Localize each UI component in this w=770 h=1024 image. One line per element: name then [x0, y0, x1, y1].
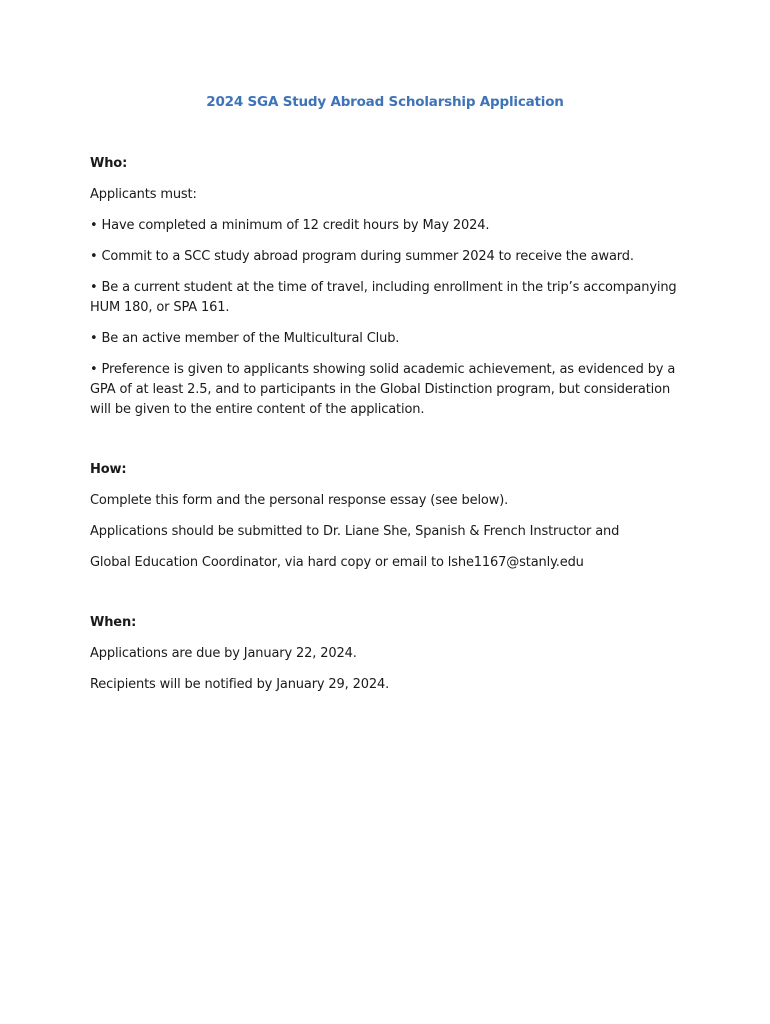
who-heading: Who: [90, 156, 128, 171]
section-spacer [90, 431, 690, 460]
how-line-coordinator-email: Global Education Coordinator, via hard copy or email to lshe1167@stanly.edu [90, 555, 584, 570]
document-title: 2024 SGA Study Abroad Scholarship Application [206, 94, 564, 110]
how-line-complete-form: Complete this form and the personal response essay (see below). [90, 493, 509, 508]
who-intro: Applicants must: [90, 187, 197, 202]
who-bullet-commit-program: • Commit to a SCC study abroad program during summer 2024 to receive the award. [90, 249, 634, 264]
document-body [90, 154, 690, 706]
who-bullet-credit-hours: • Have completed a minimum of 12 credit hours by May 2024. [90, 218, 490, 233]
how-heading: How: [90, 462, 127, 477]
who-section [90, 154, 690, 420]
who-bullet-multicultural-club: • Be an active member of the Multicultural Club. [90, 331, 400, 346]
how-section [90, 460, 690, 573]
when-line-due-date: Applications are due by January 22, 2024. [90, 646, 357, 661]
who-bullet-current-student: • Be a current student at the time of travel, including enrollment in the trip’s accompanying HUM 180, or SPA 161. [90, 280, 677, 315]
section-spacer [90, 584, 690, 613]
when-section [90, 613, 690, 695]
when-heading: When: [90, 615, 137, 630]
who-bullet-preference: • Preference is given to applicants showing solid academic achievement, as evidenced by a GPA of at least 2.5, and to participants in the Global Distinction program, but consideration will be given to the entire content of the application. [90, 362, 676, 417]
when-line-notification-date: Recipients will be notified by January 29, 2024. [90, 677, 390, 692]
how-line-submit-to: Applications should be submitted to Dr. Liane She, Spanish & French Instructor and [90, 524, 620, 539]
